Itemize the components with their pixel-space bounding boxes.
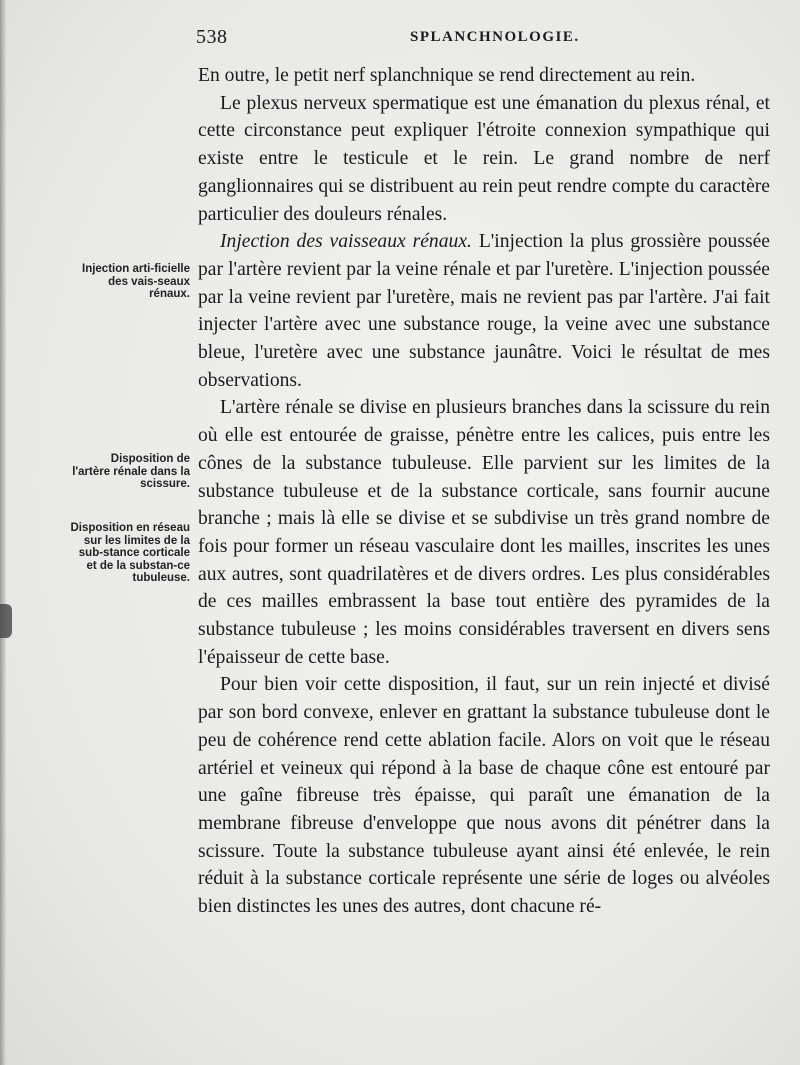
page-number: 538 — [196, 26, 228, 48]
paragraph-3 — [198, 228, 770, 394]
page-gutter-shadow — [0, 0, 6, 1065]
body-text — [198, 62, 770, 921]
paragraph-1: En outre, le petit nerf splanchnique se rend directement au rein. — [198, 65, 696, 86]
paragraph-3-heading: Injection des vaisseaux rénaux. — [220, 231, 472, 253]
page-header — [196, 26, 771, 50]
paragraph-5: Pour bien voir cette disposition, il faut, sur un rein injecté et divisé par son bord convexe, enlever en grattant la substance tubuleuse dont le peu de cohérence rend cette ablation facile. Alors on voit que le réseau artériel et veineux qui répond à la base de chaque cône est entouré par une gaîne fibreuse très épaisse, qui paraît une émanation de la membrane fibreuse d'enveloppe que nous avons dit pénétrer dans la scissure. Toute la substance tubuleuse ayant ainsi été enlevée, le rein réduit à la substance corticale représente une série de loges ou alvéoles bien distinctes les unes des autres, dont chacune ré- — [198, 674, 770, 918]
margin-note-injection: Injection arti-ficielle des vais-seaux rénaux. — [82, 263, 190, 300]
paragraph-3-text: L'injection la plus grossière poussée par l'artère revient par la veine rénale et par l'uretère. L'injection poussée par la veine revient par l'uretère, mais ne revient pas par l'artère. J'ai fait injecter l'artère avec une substance rouge, la veine avec une substance bleue, l'uretère avec une substance jaunâtre. Voici le résultat de mes observations. — [198, 231, 771, 391]
ink-blot — [0, 604, 12, 638]
running-head: SPLANCHNOLOGIE. — [410, 29, 580, 45]
paragraph-2: Le plexus nerveux spermatique est une émanation du plexus rénal, et cette circonstance peut expliquer l'étroite connexion sympathique qui existe entre le testicule et le rein. Le grand nombre de nerf ganglionnaires qui se distribuent au rein peut rendre compte du caractère particulier des douleurs rénales. — [198, 92, 770, 225]
margin-note-disposition-artere: Disposition de l'artère rénale dans la scissure. — [72, 453, 190, 490]
margin-note-disposition-reseau: Disposition en réseau sur les limites de la sub-stance corticale et de la substan-ce tubuleuse. — [70, 522, 190, 584]
paragraph-4: L'artère rénale se divise en plusieurs branches dans la scissure du rein où elle est entourée de graisse, pénètre entre les calices, puis entre les cônes de la substance tubuleuse. Elle parvient sur les limites de la substance tubuleuse et de la substance corticale, sans fournir aucune branche ; mais là elle se divise et se subdivise un très grand nombre de fois pour former un réseau vasculaire dont les mailles, inscrites les unes aux autres, sont quadrilatères et de divers ordres. Les plus considérables de ces mailles embrassent la base tout entière des pyramides de la substance tubuleuse ; les moins considérables traversent en divers sens l'épaisseur de cette base. — [198, 397, 770, 668]
